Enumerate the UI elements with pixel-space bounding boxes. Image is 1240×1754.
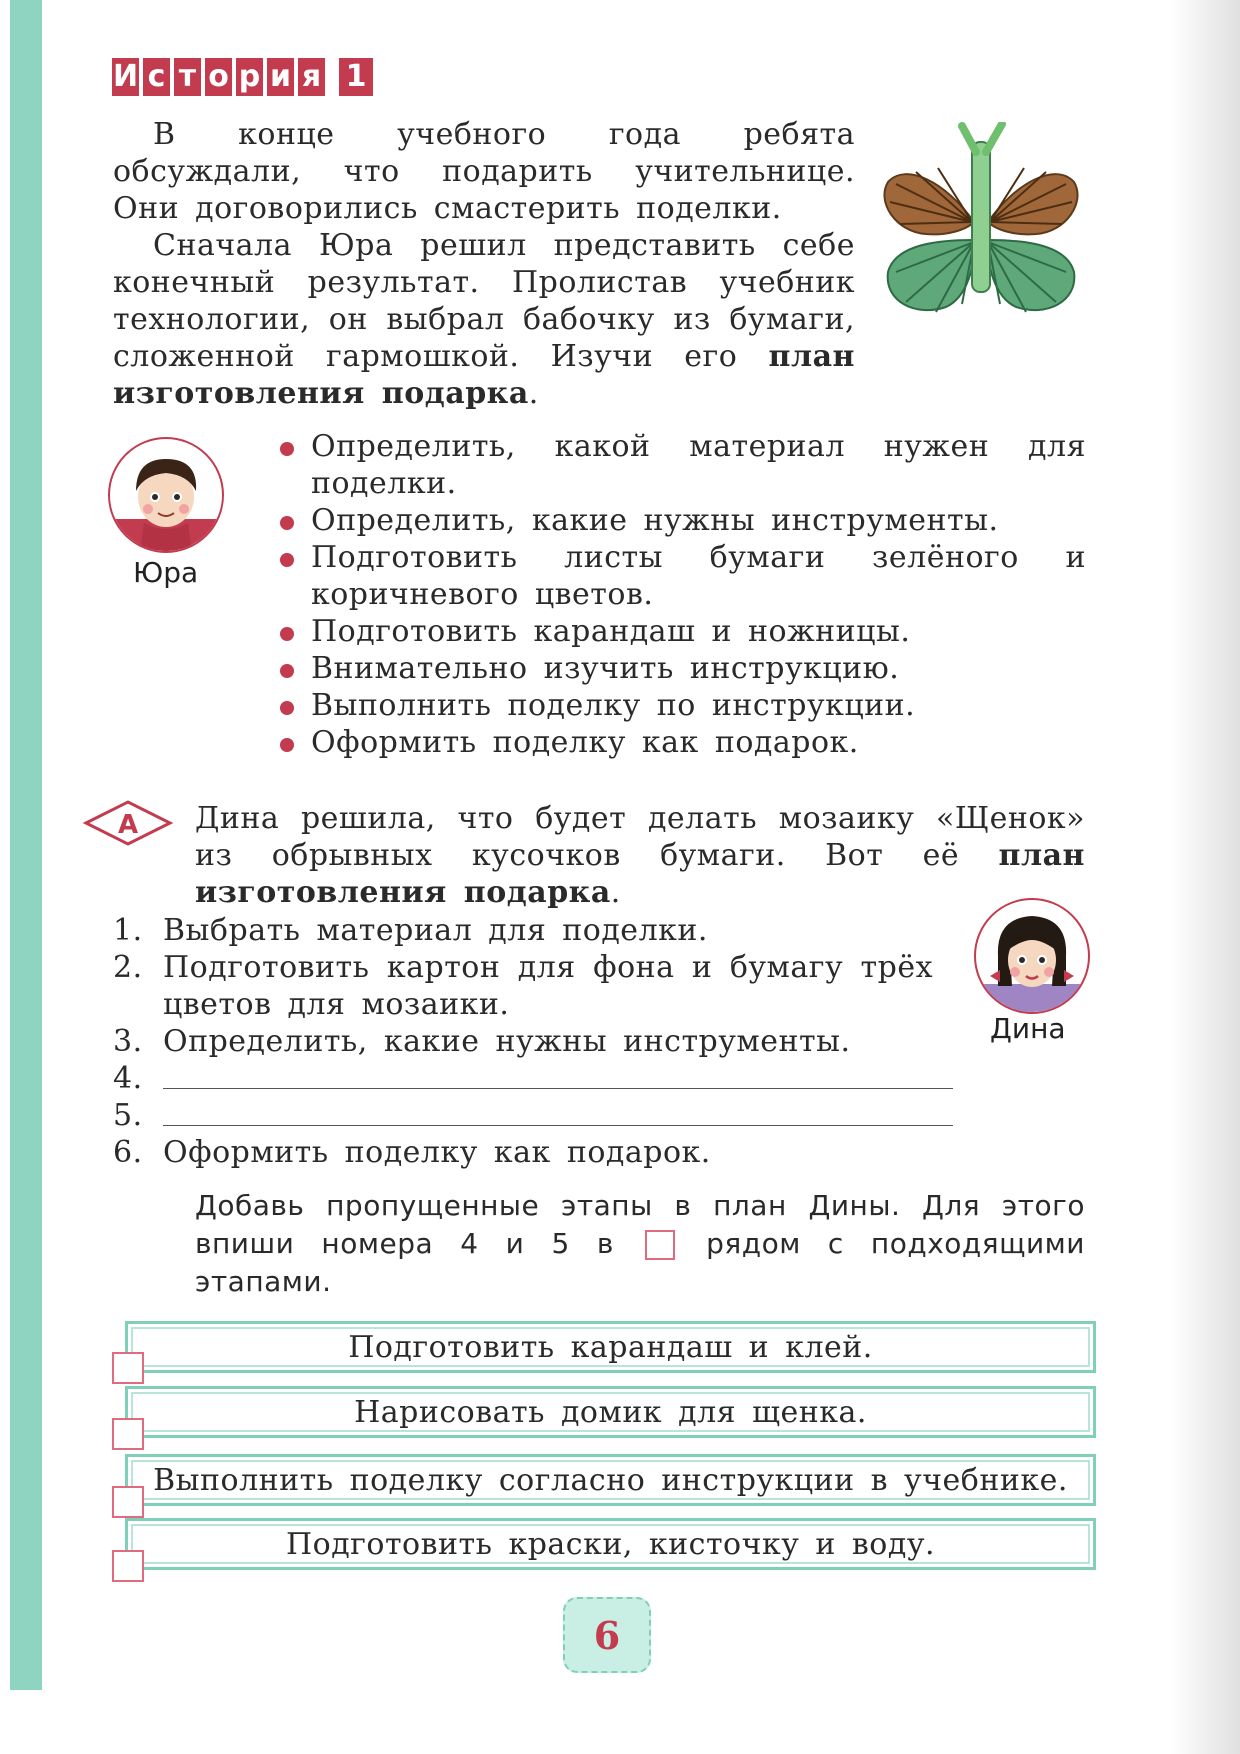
list-item xyxy=(113,1060,953,1097)
list-item xyxy=(113,912,953,949)
list-item xyxy=(113,1134,953,1171)
butterfly-upper-left-wing xyxy=(884,168,974,234)
page-margin-strip xyxy=(10,0,42,1690)
option-answer-box[interactable] xyxy=(112,1352,144,1384)
boy-face-icon xyxy=(110,439,222,551)
story-bold-phrase: план изготовления подарка xyxy=(113,339,855,411)
dina-plan-list xyxy=(113,912,953,1171)
step-number: 3. xyxy=(113,1024,143,1059)
option-card: Выполнить поделку согласно инструкции в учебнике. xyxy=(125,1454,1096,1506)
step-number: 1. xyxy=(113,913,143,948)
step-number: 5. xyxy=(113,1098,143,1133)
option-card: Подготовить краски, кисточку и воду. xyxy=(125,1518,1096,1570)
title-letter: И xyxy=(112,59,139,94)
story-paragraph-1: В конце учебного года ребята обсуждали, что подарить учительнице. Они договорились смастерить поделки. xyxy=(113,117,855,226)
list-item: Подготовить листы бумаги зелёного и коричневого цветов. xyxy=(278,539,1086,613)
list-item: Подготовить карандаш и ножницы. xyxy=(278,613,1086,650)
page-edge-shadow xyxy=(1170,0,1240,1754)
butterfly-illustration xyxy=(876,122,1086,332)
list-item: Внимательно изучить инструкцию. xyxy=(278,650,1086,687)
step-text: Оформить поделку как подарок. xyxy=(163,1135,711,1170)
page-number: 6 xyxy=(563,1597,651,1673)
task-intro xyxy=(195,800,1085,911)
yura-plan-list xyxy=(278,428,1086,761)
step-number: 4. xyxy=(113,1061,143,1096)
option-card: Подготовить карандаш и клей. xyxy=(125,1321,1096,1373)
option-answer-box[interactable] xyxy=(112,1550,144,1582)
task-a-letter: А xyxy=(117,810,139,840)
answer-blank-line[interactable] xyxy=(163,1097,953,1126)
instruction-text-end: рядом с подходящими этапами. xyxy=(195,1227,1086,1298)
list-item: Выполнить поделку по инструкции. xyxy=(278,687,1086,724)
task-instruction xyxy=(195,1187,1085,1301)
title-number: 1 xyxy=(339,58,373,96)
step-text: Подготовить картон для фона и бумагу трёх цветов для мозаики. xyxy=(163,950,933,1022)
task-a-marker xyxy=(82,798,174,848)
butterfly-lower-left-wing xyxy=(888,240,975,312)
dina-caption: Дина xyxy=(990,1012,1066,1045)
task-intro-bold: план изготовления подарка xyxy=(195,838,1085,910)
title-letter: и xyxy=(267,58,294,96)
list-item: Определить, какие нужны инструменты. xyxy=(278,502,1086,539)
butterfly-upper-right-wing xyxy=(988,168,1078,234)
step-number: 6. xyxy=(113,1135,143,1170)
instruction-text-start: Добавь пропущенные этапы в план Дины. Для этого впиши номера 4 и 5 в xyxy=(195,1189,1085,1260)
title-letter: с xyxy=(143,58,170,96)
step-text: Определить, какие нужны инструменты. xyxy=(163,1024,851,1059)
title-letter: р xyxy=(236,58,263,96)
step-text: Выбрать материал для поделки. xyxy=(163,913,708,948)
list-item xyxy=(113,949,953,1023)
girl-face-icon xyxy=(976,900,1088,1012)
list-item xyxy=(113,1097,953,1134)
list-item: Определить, какой материал нужен для поделки. xyxy=(278,428,1086,502)
butterfly-body xyxy=(972,142,990,292)
title-letter: о xyxy=(205,58,232,96)
task-intro-end: . xyxy=(610,875,621,910)
option-card: Нарисовать домик для щенка. xyxy=(125,1386,1096,1438)
butterfly-lower-right-wing xyxy=(988,240,1075,312)
dina-avatar xyxy=(974,898,1090,1014)
step-number: 2. xyxy=(113,950,143,985)
option-answer-box[interactable] xyxy=(112,1486,144,1518)
yura-avatar xyxy=(108,437,224,553)
story-paragraph-2 xyxy=(113,227,855,412)
answer-box-example xyxy=(645,1230,675,1260)
title-letter: т xyxy=(174,58,201,96)
page-title xyxy=(112,58,373,96)
option-answer-box[interactable] xyxy=(112,1418,144,1450)
task-intro-lead: Дина решила, что будет делать мозаику «Щенок» из обрывных кусочков бумаги. Вот её xyxy=(195,801,1085,873)
yura-caption: Юра xyxy=(133,556,199,589)
answer-blank-line[interactable] xyxy=(163,1060,953,1089)
list-item: Оформить поделку как подарок. xyxy=(278,724,1086,761)
story-text-end: . xyxy=(528,376,539,411)
story-text-lead: Сначала Юра решил представить себе конечный результат. Пролистав учебник технологии, он выбрал бабочку из бумаги, сложенной гармошкой. Изучи его xyxy=(113,228,855,374)
list-item xyxy=(113,1023,953,1060)
story-text xyxy=(113,116,855,412)
title-letter: я xyxy=(298,58,325,96)
